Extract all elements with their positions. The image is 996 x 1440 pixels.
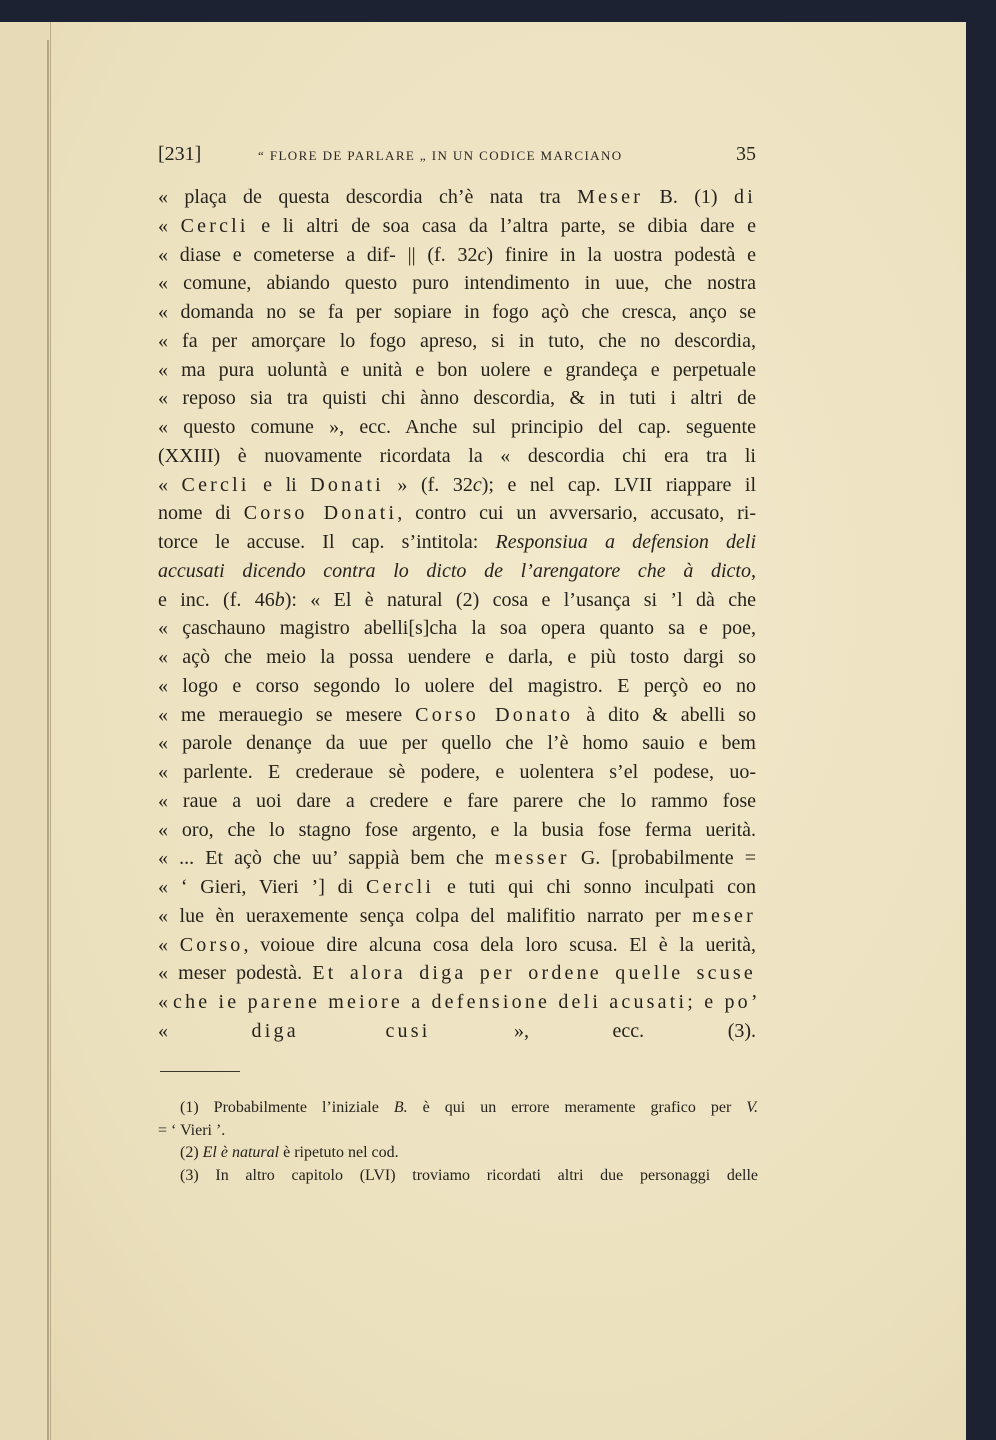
body-text (158, 183, 761, 1046)
text-run: nome di (158, 502, 244, 525)
text-run: , contro cui un avversario, accusato, ri- (397, 502, 756, 525)
text-line (158, 528, 756, 557)
text-run: à dito & abelli so (573, 703, 757, 726)
text-run: « parlente. E crederaue sè podere, e uolentera s’el podese, uo- (158, 761, 756, 783)
italic-text: accusati dicendo contra lo dicto de l’arengatore che à dicto (158, 559, 751, 582)
page-gutter-line (47, 40, 49, 1440)
spaced-text: Corso (179, 933, 244, 956)
italic-text: b (274, 588, 285, 611)
text-run: B. (1) (643, 186, 735, 208)
text-run: « lue èn ueraxemente sença colpa del malifitio narrato per (158, 904, 693, 927)
text-line (158, 557, 756, 586)
text-line (158, 643, 756, 672)
text-run: « oro, che lo stagno fose argento, e la busia fose ferma uerità. (158, 818, 756, 841)
footnote-line (158, 1120, 758, 1143)
italic-text: V. (746, 1099, 759, 1116)
text-run: « raue a uoi dare a credere e fare parere che lo rammo fose (158, 789, 756, 812)
text-run: « (158, 214, 181, 237)
text-line (158, 758, 756, 787)
text-line (158, 212, 756, 241)
text-line (158, 499, 756, 528)
text-run: « questo comune », ecc. Anche sul principio del cap. seguente (158, 416, 756, 438)
text-run: « logo e corso segondo lo uolere del magistro. E perçò eo no (158, 674, 756, 697)
text-line (158, 959, 756, 988)
text-line (158, 183, 756, 212)
page-number: 35 (736, 143, 756, 165)
italic-text: c (477, 243, 487, 266)
text-run: e tuti qui chi sonno inculpati con (434, 876, 756, 898)
text-run: e li (249, 473, 311, 496)
italic-text: Responsiua a defension deli (495, 531, 757, 553)
spaced-text: Donati (310, 473, 384, 496)
text-run: « comune, abiando questo puro intendimento in uue, che nostra (158, 272, 756, 295)
text-line (158, 701, 756, 730)
text-run: ); e nel cap. LVII riappare il (481, 473, 757, 496)
text-run: « ma pura uoluntà e unità e bon uolere e grandeça e perpetuale (158, 358, 756, 381)
text-run: « ‘ Gieri, Vieri ’] di (158, 876, 367, 898)
spaced-text: meser (692, 904, 756, 927)
text-run: è ripetuto nel cod. (279, 1144, 399, 1161)
spaced-text: che ie parene meiore a defensione deli acusati; e po’ (173, 991, 761, 1013)
text-line (158, 586, 756, 615)
spaced-text: Meser (577, 186, 644, 208)
text-run: « plaça de questa descordia ch’è nata tra (158, 186, 578, 208)
text-line (158, 442, 756, 471)
text-line (158, 384, 756, 413)
text-run: « me merauegio se mesere (158, 703, 416, 726)
text-run: « reposo sia tra quisti chi ànno descordia, & in tuti i altri de (158, 387, 756, 410)
text-run: (3) In altro capitolo (LVI) troviamo ricordati altri due personaggi delle (180, 1166, 758, 1184)
spaced-text: di (734, 186, 756, 208)
text-run: e li altri de soa casa da l’altra parte, se dibia dare e (248, 214, 756, 237)
text-line (158, 931, 756, 960)
text-line (158, 844, 756, 873)
text-run: ) finire in la uostra podestà e (486, 243, 757, 266)
text-line (158, 672, 756, 701)
text-line (158, 902, 756, 931)
text-run: « diase e cometerse a dif- || (f. 32 (158, 243, 478, 266)
text-run: « (158, 991, 173, 1013)
text-line (158, 241, 756, 270)
text-run: è qui un errore meramente grafico per (407, 1099, 747, 1116)
text-line (158, 816, 756, 845)
text-line (158, 298, 756, 327)
text-run: « ... Et açò che uu’ sappià bem che (158, 847, 495, 870)
facing-page-edge (0, 22, 51, 1440)
text-run: , (751, 559, 756, 582)
bracket-page-number: [231] (158, 143, 202, 165)
spaced-text: Cercli (181, 473, 250, 496)
text-line (158, 988, 761, 1017)
italic-text: El è natural (202, 1144, 280, 1161)
text-run: « domanda no se fa per sopiare in fogo açò che cresca, anço se (158, 301, 756, 323)
text-run: « parole denançe da uue per quello che l’è homo sauio e bem (158, 732, 756, 755)
text-run: torce le accuse. Il cap. s’intitola: (158, 531, 496, 553)
running-header (158, 143, 756, 169)
text-run: , voioue dire alcuna cosa dela loro scusa. El è la uerità, (243, 933, 757, 956)
text-run: « meser podestà. (158, 962, 313, 985)
text-run: » (f. 32 (383, 473, 473, 496)
text-run: e inc. (f. 46 (158, 588, 275, 611)
text-line (158, 787, 756, 816)
text-line (158, 1017, 756, 1046)
text-run: (XXIII) è nuovamente ricordata la « descordia chi era tra li (158, 444, 756, 467)
text-run: = ‘ Vieri ’. (158, 1121, 226, 1139)
spaced-text: Corso Donati (243, 502, 398, 525)
footnotes (158, 1097, 758, 1187)
footnote-separator (160, 1071, 240, 1072)
spaced-text: messer (494, 847, 570, 870)
text-line (158, 269, 756, 298)
spaced-text: Cercli (180, 214, 249, 237)
text-run: G. [probabilmente = (569, 847, 756, 870)
text-run: « açò che meio la possa uendere e darla, e più tosto dargi so (158, 646, 756, 668)
text-line (158, 413, 756, 442)
text-run: « fa per amorçare lo fogo apreso, si in tuto, che no descordia, (158, 329, 756, 352)
spaced-text: Corso Donato (415, 703, 574, 726)
text-run: « çaschauno magistro abelli[s]cha la soa opera quanto sa e poe, (158, 617, 756, 640)
running-title: “ FLORE DE PARLARE „ IN UN CODICE MARCIANO (258, 148, 623, 163)
text-run: (2) (180, 1144, 203, 1161)
italic-text: c (472, 473, 482, 496)
text-line (158, 327, 756, 356)
text-run: « (158, 473, 182, 496)
spaced-text: Et alora diga per ordene quelle scuse (312, 962, 756, 985)
text-run: « (158, 1019, 252, 1042)
text-line (158, 356, 756, 385)
italic-text: B. (393, 1099, 408, 1116)
text-run: « (158, 933, 180, 956)
text-run: ): « El è natural (2) cosa e l’usança si ’l dà che (284, 588, 756, 611)
footnote-line (158, 1097, 758, 1120)
spaced-text: Cercli (366, 876, 435, 898)
text-line (158, 614, 756, 643)
footnote-line (158, 1165, 758, 1188)
text-line (158, 471, 756, 500)
text-line (158, 873, 756, 902)
text-line (158, 729, 756, 758)
spaced-text: diga cusi (251, 1019, 431, 1042)
footnote-line (158, 1142, 758, 1165)
text-run: », ecc. (3). (430, 1019, 757, 1042)
text-run: (1) Probabilmente l’iniziale (180, 1099, 394, 1116)
